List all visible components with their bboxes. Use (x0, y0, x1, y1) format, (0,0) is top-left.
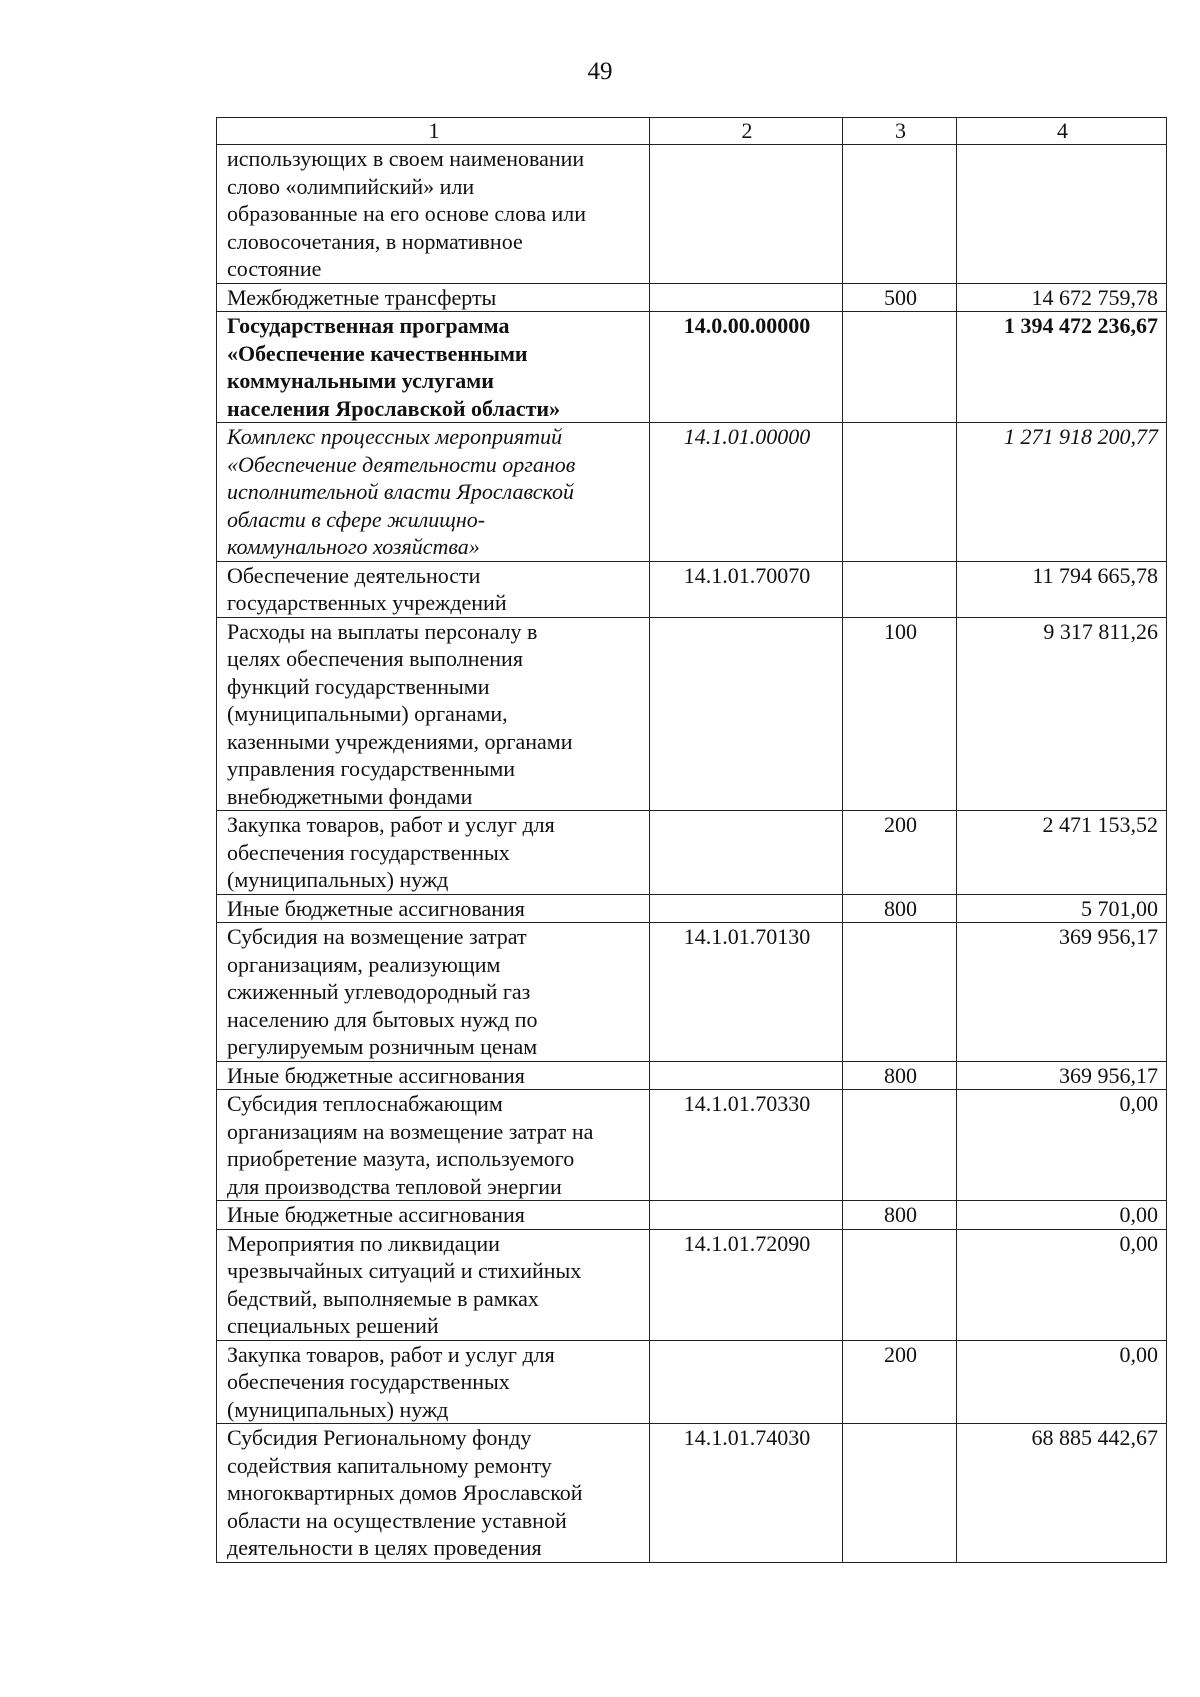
table-row (217, 617, 1167, 811)
row-description: Закупка товаров, работ и услуг для обеспечения государственных (муниципальных) нужд (217, 811, 650, 895)
table-body (217, 145, 1167, 1563)
row-expense-type (843, 1424, 957, 1563)
row-amount: 0,00 (957, 1340, 1167, 1424)
row-description: Мероприятия по ликвидации чрезвычайных ситуаций и стихийных бедствий, выполняемые в рамках специальных решений (217, 1229, 650, 1340)
row-amount (957, 145, 1167, 284)
row-target-code (650, 145, 843, 284)
row-expense-type: 800 (843, 1061, 957, 1090)
row-target-code: 14.1.01.70330 (650, 1090, 843, 1201)
row-amount: 369 956,17 (957, 1061, 1167, 1090)
row-amount: 5 701,00 (957, 894, 1167, 923)
table-row (217, 312, 1167, 423)
row-expense-type: 200 (843, 1340, 957, 1424)
row-expense-type (843, 1090, 957, 1201)
table-row (217, 145, 1167, 284)
row-amount: 11 794 665,78 (957, 561, 1167, 617)
row-target-code: 14.1.01.74030 (650, 1424, 843, 1563)
column-header-4: 4 (957, 118, 1167, 145)
row-expense-type: 100 (843, 617, 957, 811)
row-target-code (650, 811, 843, 895)
row-description: Субсидия теплоснабжающим организациям на возмещение затрат на приобретение мазута, используемого для производства тепловой энергии (217, 1090, 650, 1201)
row-description: Обеспечение деятельности государственных учреждений (217, 561, 650, 617)
table-row (217, 1061, 1167, 1090)
page-number: 49 (587, 58, 613, 85)
table-row (217, 1424, 1167, 1563)
row-target-code (650, 283, 843, 312)
header-row (217, 118, 1167, 145)
table-row (217, 1090, 1167, 1201)
row-description: Иные бюджетные ассигнования (217, 1061, 650, 1090)
row-description: Субсидия Региональному фонду содействия капитальному ремонту многоквартирных домов Ярославской области на осуществление уставной деятельности в целях проведения (217, 1424, 650, 1563)
row-expense-type (843, 561, 957, 617)
column-header-2: 2 (650, 118, 843, 145)
row-amount: 14 672 759,78 (957, 283, 1167, 312)
column-header-1: 1 (217, 118, 650, 145)
row-expense-type: 200 (843, 811, 957, 895)
row-target-code (650, 617, 843, 811)
budget-table (216, 117, 1167, 1563)
row-amount: 68 885 442,67 (957, 1424, 1167, 1563)
row-amount: 0,00 (957, 1090, 1167, 1201)
row-amount: 1 394 472 236,67 (957, 312, 1167, 423)
row-expense-type (843, 145, 957, 284)
table-row (217, 283, 1167, 312)
row-description: Межбюджетные трансферты (217, 283, 650, 312)
table-row (217, 1340, 1167, 1424)
table-row (217, 811, 1167, 895)
row-description: Государственная программа «Обеспечение качественными коммунальными услугами населения Ярославской области» (217, 312, 650, 423)
row-amount: 0,00 (957, 1201, 1167, 1230)
row-target-code: 14.1.01.72090 (650, 1229, 843, 1340)
table-row (217, 923, 1167, 1062)
row-amount: 369 956,17 (957, 923, 1167, 1062)
table-row (217, 894, 1167, 923)
table-row (217, 1201, 1167, 1230)
row-description: Субсидия на возмещение затрат организациям, реализующим сжиженный углеводородный газ населению для бытовых нужд по регулируемым розничным ценам (217, 923, 650, 1062)
row-expense-type (843, 312, 957, 423)
row-description: Иные бюджетные ассигнования (217, 894, 650, 923)
row-expense-type: 800 (843, 894, 957, 923)
row-target-code: 14.1.01.70070 (650, 561, 843, 617)
row-description: Расходы на выплаты персоналу в целях обеспечения выполнения функций государственными (муниципальными) органами, казенными учреждениями, органами управления государственными внебюджетными фондами (217, 617, 650, 811)
row-description: использующих в своем наименовании слово «олимпийский» или образованные на его основе слова или словосочетания, в нормативное состояние (217, 145, 650, 284)
table-row (217, 423, 1167, 562)
row-target-code (650, 1061, 843, 1090)
row-description: Комплекс процессных мероприятий «Обеспечение деятельности органов исполнительной власти Ярославской области в сфере жилищно- коммунального хозяйства» (217, 423, 650, 562)
row-expense-type: 800 (843, 1201, 957, 1230)
row-amount: 2 471 153,52 (957, 811, 1167, 895)
column-header-3: 3 (843, 118, 957, 145)
row-expense-type: 500 (843, 283, 957, 312)
table-header (217, 118, 1167, 145)
table-row (217, 1229, 1167, 1340)
row-amount: 9 317 811,26 (957, 617, 1167, 811)
row-description: Иные бюджетные ассигнования (217, 1201, 650, 1230)
table-row (217, 561, 1167, 617)
row-target-code (650, 1340, 843, 1424)
row-amount: 1 271 918 200,77 (957, 423, 1167, 562)
row-target-code: 14.1.01.00000 (650, 423, 843, 562)
row-description: Закупка товаров, работ и услуг для обеспечения государственных (муниципальных) нужд (217, 1340, 650, 1424)
row-target-code (650, 1201, 843, 1230)
row-target-code: 14.0.00.00000 (650, 312, 843, 423)
row-amount: 0,00 (957, 1229, 1167, 1340)
row-expense-type (843, 1229, 957, 1340)
row-target-code (650, 894, 843, 923)
row-expense-type (843, 423, 957, 562)
row-expense-type (843, 923, 957, 1062)
row-target-code: 14.1.01.70130 (650, 923, 843, 1062)
